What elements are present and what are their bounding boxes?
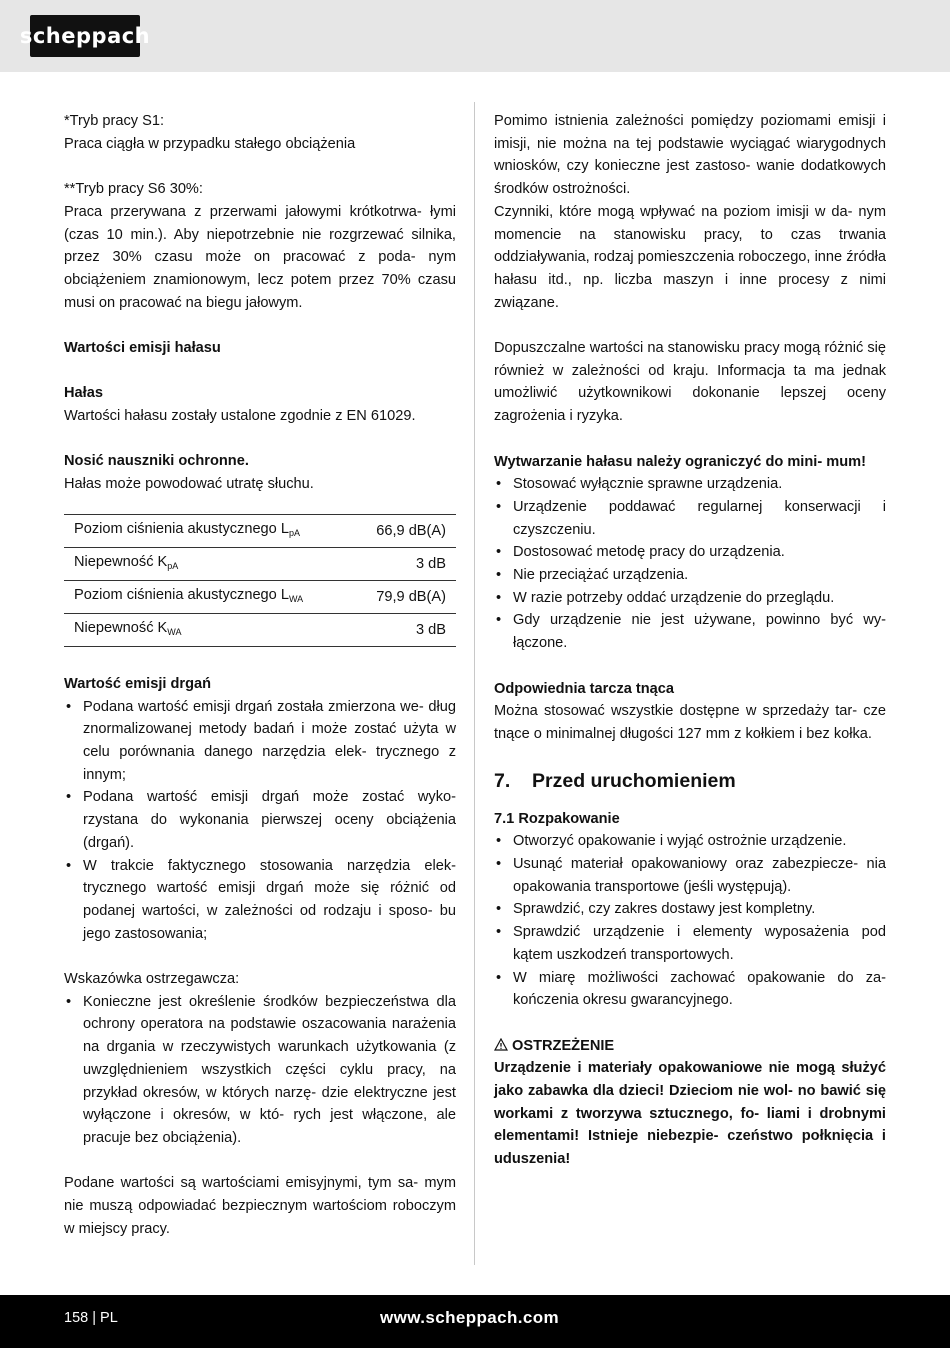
s6-title: **Tryb pracy S6 30%: [64, 181, 203, 198]
list-item: • W trakcie faktycznego stosowania narzędzia elek- trycznego wartość emisji drgań może się różnić od podanej wartości, w zależności od rodzaju i sposo- bu jego zastosowania; [64, 855, 456, 946]
list-item: • W miarę możliwości zachować opakowanie do za- kończenia okresu gwarancyjnego. [494, 967, 886, 1012]
list-item: • Usunąć materiał opakowaniowy oraz zabezpiecze- nia opakowania transportowe (jeśli występują). [494, 853, 886, 898]
section-7-heading [494, 768, 886, 794]
list-item: • Dostosować metodę pracy do urządzenia. [494, 541, 886, 564]
noise-reduce-heading: Wytwarzanie hałasu należy ograniczyć do mini- mum! [494, 453, 866, 470]
list-item: • Podana wartość emisji drgań została zmierzona we- dług znormalizowanej metody badań i może zostać użyta w celu porównania danego narzędzia elek- trycznego z innym; [64, 696, 456, 787]
noise-reduce-list [494, 473, 886, 655]
list-item: • Sprawdzić, czy zakres dostawy jest kompletny. [494, 898, 886, 921]
list-item: • Podana wartość emisji drgań może zostać wyko- rzystana do wykonania pierwszej oceny obciążenia (drgań). [64, 786, 456, 854]
factors-text: Czynniki, które mogą wpływać na poziom imisji w da- nym momencie na stanowisku pracy, to czas trwania oddziaływania, rodzaj pomieszczenia roboczego, inne źródła hałasu itd., np. liczba maszyn i inne procesy z nimi związane. [494, 203, 886, 311]
noise-label: Poziom ciśnienia akustycznego $L_{WA}$ [64, 580, 352, 613]
noise-value: 66,9 dB(A) [352, 514, 456, 547]
table-row [64, 613, 456, 646]
page-footer [0, 1295, 950, 1348]
table-row [64, 514, 456, 547]
noise-emission-heading: Wartości emisji hałasu [64, 340, 221, 356]
emission-immission-text: Pomimo istnienia zależności pomiędzy poziomami emisji i imisji, nie można na tej podstawie wyciągać wiarygodnych wniosków, czy konieczne jest zastoso- wanie dodatkowych środków ostrożności. [494, 113, 886, 198]
noise-value: 3 dB [352, 547, 456, 580]
warning-hint-list [64, 991, 456, 1150]
list-item: • Konieczne jest określenie środków bezpieczeństwa dla ochrony operatora na podstawie oszacowania narażenia na drgania w rzeczywistych warunkach użytkowania (z uwzględnieniem wszystkich części cyklu pracy, na przykład okresów, w których narzę- dzie elektryczne jest wyłączone i okresów, w któ- rych jest włączone, ale pracuje bez obciążenia). [64, 991, 456, 1150]
table-row [64, 580, 456, 613]
right-column [494, 110, 886, 1171]
table-row [64, 547, 456, 580]
s6-text: Praca przerywana z przerwami jałowymi krótkotrwa- łymi (czas 10 min.). Aby niepotrzebnie nie rozgrzewać silnika, przez 30% czasu może on pracować z poda- nym obciążeniem znamionowym, lecz potem przez 70% czasu musi on pracować na biegu jałowym. [64, 203, 456, 311]
unpack-list [494, 830, 886, 1012]
list-item: • Urządzenie poddawać regularnej konserwacji i czyszczeniu. [494, 496, 886, 541]
vibration-heading: Wartość emisji drgań [64, 675, 212, 692]
s1-text: Praca ciągła w przypadku stałego obciążenia [64, 135, 356, 152]
scheppach-logo: scheppach [30, 15, 140, 57]
list-item: • Gdy urządzenie nie jest używane, powinno być wy- łączone. [494, 609, 886, 654]
page-number: 158 | PL [64, 1310, 118, 1326]
noise-value: 3 dB [352, 613, 456, 646]
list-item: • Nie przeciążać urządzenia. [494, 564, 886, 587]
website-link[interactable]: www.scheppach.com [380, 1308, 560, 1327]
noise-label: Niepewność $K_{WA}$ [64, 613, 352, 646]
closing-text: Podane wartości są wartościami emisyjnymi, tym sa- mym nie muszą odpowiadać bezpiecznym wartościom roboczym w miejscy pracy. [64, 1175, 456, 1237]
halas-heading: Hałas [64, 385, 103, 402]
section-title: Przed uruchomieniem [532, 769, 736, 792]
vibration-list [64, 696, 456, 946]
limits-text: Dopuszczalne wartości na stanowisku pracy mogą różnić się również w zależności od kraju. Informacja ta ma jednak umożliwić użytkownikowi dokonanie lepszej oceny zagrożenia i ryzyka. [494, 340, 886, 425]
column-divider [474, 102, 475, 1265]
ear-protection-text: Hałas może powodować utratę słuchu. [64, 476, 314, 493]
list-item: • Stosować wyłącznie sprawne urządzenia. [494, 473, 886, 496]
blade-heading: Odpowiednia tarcza tnąca [494, 680, 675, 697]
halas-text: Wartości hałasu zostały ustalone zgodnie z EN 61029. [64, 408, 416, 425]
warning-triangle-icon [494, 1038, 508, 1051]
noise-label: Poziom ciśnienia akustycznego $L_{pA}$ [64, 514, 352, 547]
ear-protection-heading: Nosić nauszniki ochronne. [64, 453, 249, 470]
list-item: • W razie potrzeby oddać urządzenie do przeglądu. [494, 587, 886, 610]
noise-values-table [64, 514, 456, 647]
s1-title: *Tryb pracy S1: [64, 113, 165, 129]
unpack-heading: 7.1 Rozpakowanie [494, 810, 620, 827]
list-item: • Sprawdzić urządzenie i elementy wyposażenia pod kątem uszkodzeń transportowych. [494, 921, 886, 966]
noise-label: Niepewność $K_{pA}$ [64, 547, 352, 580]
noise-value: 79,9 dB(A) [352, 580, 456, 613]
warning-hint-title: Wskazówka ostrzegawcza: [64, 971, 240, 988]
left-column [64, 110, 456, 1240]
warning-heading [494, 1035, 886, 1058]
list-item: • Otworzyć opakowanie i wyjąć ostrożnie urządzenie. [494, 830, 886, 853]
warning-label: OSTRZEŻENIE [512, 1037, 615, 1054]
warning-text: Urządzenie i materiały opakowaniowe nie mogą służyć jako zabawka dla dzieci! Dzieciom nie wol- no bawić się workami z tworzywa sztucznego, fo- liami i drobnymi elementami! Istnieje niebezpie- czeństwo połknięcia i uduszenia! [494, 1060, 886, 1168]
blade-text: Można stosować wszystkie dostępne w sprzedaży tar- cze tnące o minimalnej długości 127 mm z kołkiem i bez kołka. [494, 703, 886, 742]
section-number: 7. [494, 769, 511, 792]
page-header [0, 0, 950, 72]
